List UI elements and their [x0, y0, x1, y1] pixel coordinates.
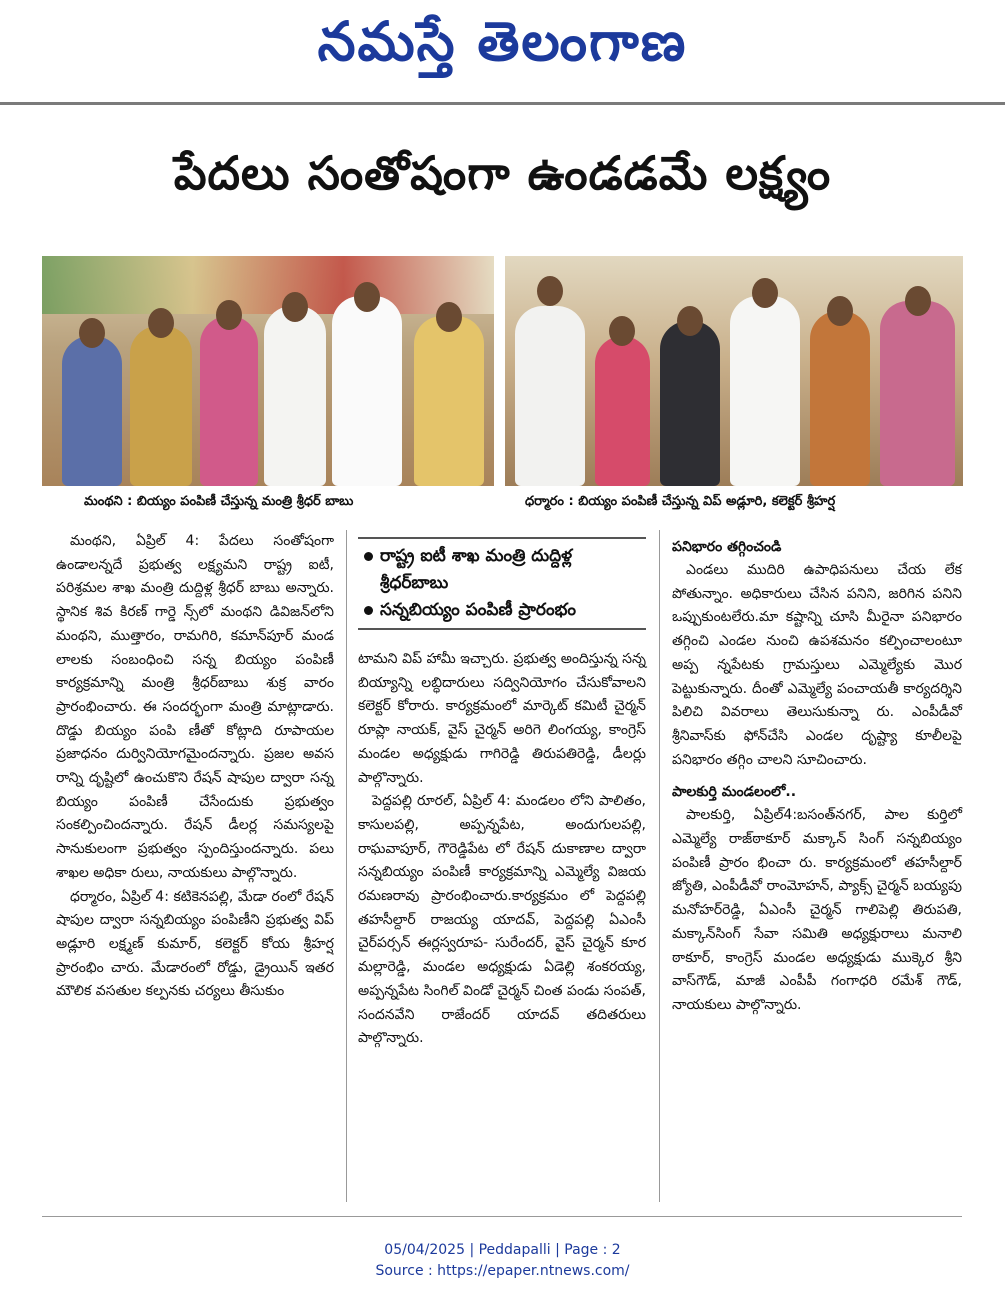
photo-banner — [42, 256, 494, 314]
photo-figure-head — [354, 282, 380, 312]
photo-figure-head — [609, 316, 635, 346]
photo-dharmaram — [505, 256, 963, 486]
section-subhead: పాలకుర్తి మండలంలో.. — [672, 784, 797, 801]
highlight-text: సన్నబియ్యం పంపిణీ ప్రారంభం — [380, 600, 576, 620]
article-paragraph: పెద్దపల్లి రూరల్, ఏప్రిల్ 4: మండలం లోని పాలితం, కాసులపల్లి, అప్పన్నపేట, అందుగులపల్లి, రాఘవాపూర్, గౌరెడ్డిపేట లో రేషన్ దుకాణాల ద్వారా సన్నబియ్యం పంపిణీ కార్యక్రమాన్ని ఎమ్మెల్యే విజయ రమణరావు ప్రారంభించారు.కార్యక్రమం లో పెద్దపల్లి తహసీల్దార్ రాజయ్య యాదవ్, పెద్దపల్లి ఏఎంసీ చైర్‌పర్సన్ ఈర్లస్వరూప- సురేందర్, వైస్ చైర్మన్ కూర మల్లారెడ్డి, మండల అధ్యక్షుడు ఏడెల్లి శంకరయ్య, అప్పన్నపేట సింగిల్ విండో చైర్మన్ చింత పండు సంపత్, సందనవేని రాజేందర్ యాదవ్ తదితరులు పాల్గొన్నారు. — [358, 793, 646, 1047]
highlights-box — [358, 537, 646, 630]
photo-figure — [264, 306, 326, 486]
article-column-3 — [672, 535, 962, 1018]
bullet-icon — [364, 552, 373, 561]
newspaper-logo: నమస్తే తెలంగాణ — [317, 9, 688, 73]
photo-figure — [880, 301, 955, 486]
article-column-1 — [56, 530, 334, 1004]
photo-figure — [730, 296, 800, 486]
footer-source-link[interactable]: Source : https://epaper.ntnews.com/ — [375, 1263, 630, 1279]
photo-caption-right: ధర్మారం : బియ్యం పంపిణీ చేస్తున్న విప్ అడ్లూరి, కలెక్టర్ శ్రీహర్ష — [525, 494, 836, 509]
photo-figure-head — [148, 308, 174, 338]
photo-figure — [414, 316, 484, 486]
footer-divider — [42, 1216, 962, 1217]
highlight-text: రాష్ట్ర ఐటీ శాఖ మంత్రి దుద్దిళ్ల శ్రీధర్‌బాబు — [380, 546, 573, 593]
section-subhead: పనిభారం తగ్గించండి — [672, 539, 782, 555]
photo-figure-head — [827, 296, 853, 326]
footer-date-edition: 05/04/2025 | Peddapalli | Page : 2 — [384, 1242, 621, 1258]
photo-figure-head — [905, 286, 931, 316]
photo-figure — [130, 326, 192, 486]
article-paragraph: టామని విప్ హామీ ఇచ్చారు. ప్రభుత్వ అందిస్తున్న సన్న బియ్యాన్ని లబ్ధిదారులు సద్వినియోగం చేసుకోవాలని కలెక్టర్ కోరారు. కార్యక్రమంలో మార్కెట్ కమిటీ చైర్మన్ రూప్లా నాయక్, వైస్ చైర్మన్ అరిగె లింగయ్య, కాంగ్రెస్ మండల అధ్యక్షుడు గాగిరెడ్డి తిరుపతిరెడ్డి, డీలర్లు పాల్గొన్నారు. — [358, 651, 646, 786]
photo-manthani — [42, 256, 494, 486]
article-paragraph: మంథని, ఏప్రిల్ 4: పేదలు సంతోషంగా ఉండాలన్నదే ప్రభుత్వ లక్ష్యమని రాష్ట్ర ఐటీ, పరిశ్రమల శాఖ మంత్రి దుద్దిళ్ల శ్రీధర్ బాబు అన్నారు. స్థానిక శివ కిరణ్ గార్డె న్స్‌లో మంథని డివిజన్‌లోని మంథని, ముత్తారం, రామగిరి, కమాన్‌పూర్ మండ లాలకు సంబంధించి సన్న బియ్యం పంపిణీ కార్యక్రమాన్ని మంత్రి శ్రీధర్‌బాబు శుక్ర వారం ప్రారంభించారు. ఈ సందర్భంగా మంత్రి మాట్లాడారు. దొడ్డు బియ్యం పంపి ణీతో కోట్లాది రూపాయల ప్రజాధనం దుర్వినియోగమైందన్నారు. ప్రజల అవస రాన్ని దృష్టిలో ఉంచుకొని రేషన్ షాపుల ద్వారా సన్న బియ్యం పంపిణీ చేసేందుకు ప్రభుత్వం సంకల్పించిందన్నారు. రేషన్ డీలర్ల సమస్యలపై సానుకులంగా ప్రభుత్వం స్పందిస్తుందన్నారు. పలు శాఖల అధికా రులు, నాయకులు పాల్గొన్నారు. — [56, 533, 334, 881]
photo-figure — [62, 336, 122, 486]
bullet-icon — [364, 606, 373, 615]
article-paragraph: పాలకుర్తి, ఏప్రిల్4:బసంత్‌నగర్, పాల కుర్తిలో ఎమ్మెల్యే రాజ్‌ఠాకూర్ మక్కాన్ సింగ్ సన్నబియ్యం పంపిణీ ప్రారం భించా రు. కార్యక్రమంలో తహసీల్దార్ జ్యోతి, ఎంపీడీవో రాంమోహన్, ప్యాక్స్ చైర్మన్ బయ్యపు మనోహర్‌రెడ్డి, ఏఎంసీ చైర్మన్ గాలిపెల్లి తిరుపతి, మక్కాన్‌సింగ్ సేవా సమితి అధ్యక్షురాలు మనాలి ఠాకూర్, కాంగ్రెస్ మండల అధ్యక్షుడు ముక్కెర శ్రీని వాస్‌గౌడ్, మాజీ ఎంపీపీ గంగాధరి రమేశ్ గౌడ్, నాయకులు పాల్గొన్నారు. — [672, 807, 962, 1013]
photo-figure-head — [537, 276, 563, 306]
masthead-divider — [0, 102, 1005, 105]
article-headline: పేదలు సంతోషంగా ఉండడమే లక్ష్యం — [173, 146, 832, 200]
column-divider — [346, 530, 347, 1202]
photo-figure-head — [282, 292, 308, 322]
article-paragraph: ధర్మారం, ఏప్రిల్ 4: కటికెనపల్లి, మేడా రంలో రేషన్ షాపుల ద్వారా సన్నబియ్యం పంపిణీని ప్రభుత్వ విప్ అడ్లూరి లక్ష్మణ్ కుమార్, కలెక్టర్ కోయ శ్రీహర్ష ప్రారంభిం చారు. మేడారంలో రోడ్డు, డ్రైయిన్ ఇతర మౌలిక వసతుల కల్పనకు చర్యలు తీసుకుం — [56, 888, 334, 1000]
photo-caption-left: మంథని : బియ్యం పంపిణీ చేస్తున్న మంత్రి శ్రీధర్ బాబు — [84, 494, 354, 509]
column-divider — [659, 530, 660, 1202]
photo-figure-head — [752, 278, 778, 308]
photo-figure — [810, 311, 870, 486]
photo-figure-head — [677, 306, 703, 336]
article-column-2 — [358, 648, 646, 1051]
photo-figure-head — [216, 300, 242, 330]
masthead — [0, 0, 1005, 100]
photo-figure — [595, 336, 650, 486]
photo-figure — [200, 316, 258, 486]
photo-figure — [660, 321, 720, 486]
highlight-item — [358, 597, 646, 624]
photo-figure — [332, 296, 402, 486]
photo-figure-head — [436, 302, 462, 332]
photo-figure — [515, 306, 585, 486]
photo-figure-head — [79, 318, 105, 348]
article-paragraph: ఎండలు ముదిరి ఉపాధిపనులు చేయ లేక పోతున్నాం. అధికారులు చేసిన పనిని, జరిగిన పనిని ఒప్పుకుంటలేరు.మా కష్టాన్ని చూసి మీరైనా పనిభారం తగ్గించి ఎండల నుంచి ఉపశమనం కల్పించాలంటూ అప్ప న్నపేటకు గ్రామస్తులు ఎమ్మెల్యేకు మొర పెట్టుకున్నారు. దీంతో ఎమ్మెల్యే పంచాయతీ కార్యదర్శిని పిలిచి వివరాలు తెలుసుకున్నా రు. ఎంపీడీవో శ్రీనివాస్‌కు ఫోన్‌చేసి ఎండల దృష్ట్యా కూలీలపై పనిభారం తగ్గిం చాలని సూచించారు. — [672, 562, 962, 768]
highlight-item — [358, 543, 646, 597]
